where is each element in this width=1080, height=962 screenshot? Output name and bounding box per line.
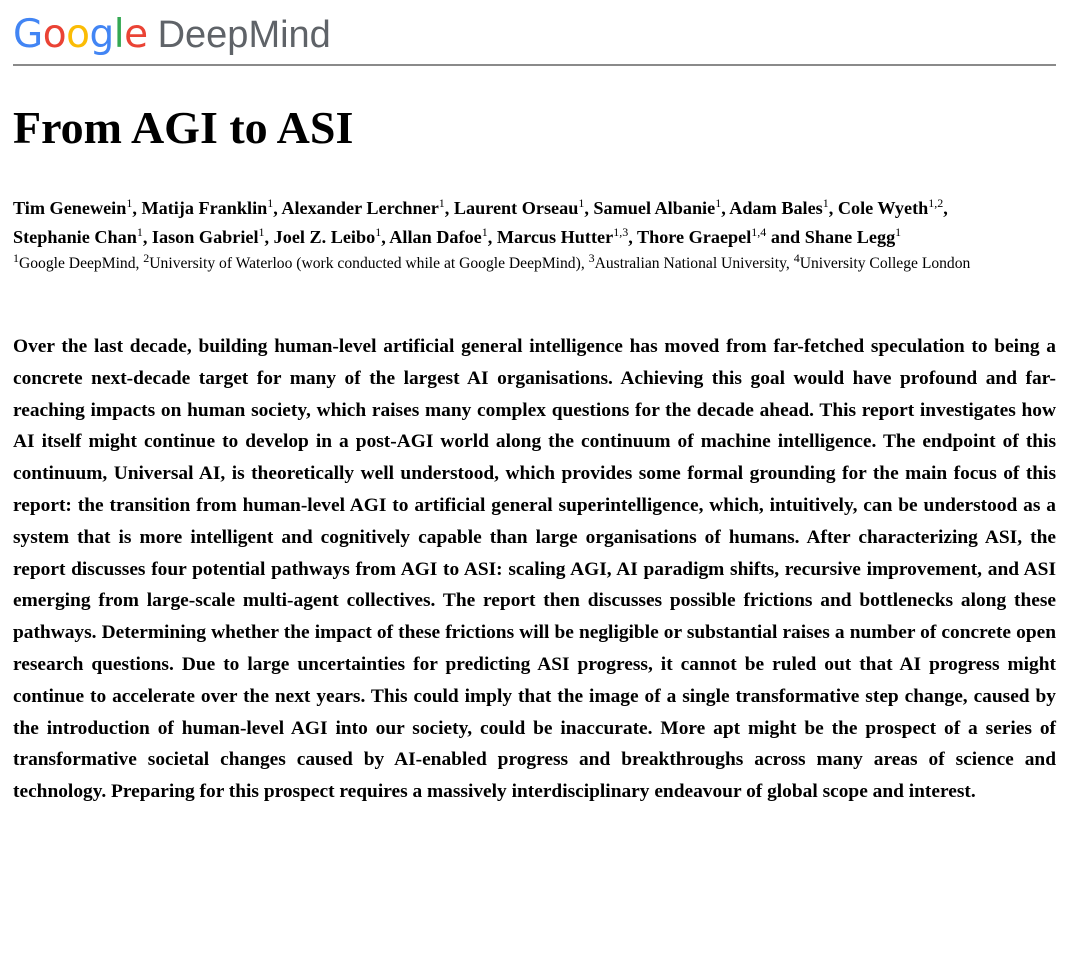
affiliation-list: $^1$Google DeepMind, $^2$University of Waterloo (work conducted while at Google DeepMind), $^3$Australian National University, $^4$University College London: [13, 250, 971, 272]
author-name: Iason Gabriel$^1$: [151, 224, 265, 247]
affiliation-number: 4: [793, 250, 800, 265]
logo-letter: o: [66, 12, 90, 57]
author-name: Thore Graepel$^{1,4}$: [636, 224, 767, 247]
affiliation-number: 1: [13, 250, 19, 265]
paper-title: From AGI to ASI: [13, 102, 354, 153]
affiliation-number: 3: [588, 250, 595, 265]
affiliation-marker: 1: [438, 195, 445, 210]
author-name: Stephanie Chan$^1$: [13, 224, 143, 247]
author-name: Laurent Orseau$^1$: [453, 195, 585, 218]
affiliation-marker: 1: [136, 224, 143, 239]
author-name: Cole Wyeth$^{1,2}$: [837, 195, 944, 218]
author-name: Joel Z. Leibo$^1$: [273, 224, 382, 247]
affiliation-number: 2: [143, 250, 150, 265]
author-name: Allan Dafoe$^1$: [389, 224, 488, 247]
logo-letter: o: [42, 12, 67, 57]
author-name: Samuel Albanie$^1$: [593, 195, 722, 218]
author-name: Adam Bales$^1$: [729, 195, 829, 218]
author-name: Matija Franklin$^1$: [141, 195, 274, 218]
affiliation-marker: 1: [822, 195, 829, 210]
affiliation: $^4$University College London: [793, 250, 971, 272]
paper-page: [13, 0, 1056, 827]
author-name: Alexander Lerchner$^1$: [281, 195, 445, 218]
affiliation-marker: 1: [267, 195, 274, 210]
affiliation: $^1$Google DeepMind: [13, 250, 136, 272]
logo-letter: l: [113, 12, 125, 57]
affiliation: $^2$University of Waterloo (work conducted while at Google DeepMind): [143, 250, 581, 272]
affiliation: $^3$Australian National University: [588, 250, 786, 272]
affiliation-marker: 1: [126, 195, 133, 210]
author-name: Tim Genewein$^1$: [13, 195, 133, 218]
affiliation-marker: 1: [715, 195, 722, 210]
logo-letter: g: [89, 12, 114, 57]
affiliation-marker: 1: [258, 224, 265, 239]
affiliation-marker: 1: [481, 224, 488, 239]
logo-letter: e: [124, 12, 148, 57]
author-list: Tim Genewein$^1$, Matija Franklin$^1$, Alexander Lerchner$^1$, Laurent Orseau$^1$, Samuel Albanie$^1$, Adam Bales$^1$, Cole Wyeth$^{1,2}$, Stephanie Chan$^1$, Iason Gabriel$^1$, Joel Z. Leibo$^1$, Allan Dafoe$^1$, Marcus Hutter$^{1,3}$, Thore Graepel$^{1,4}$ and Shane Legg$^1$: [13, 195, 948, 247]
author-name: Shane Legg$^1$: [804, 224, 902, 247]
affiliation-marker: 1: [895, 224, 902, 239]
logo-letter: G: [13, 12, 43, 57]
affiliation-marker: 1: [578, 195, 585, 210]
affiliation-marker: 1,3: [613, 224, 629, 239]
page-header: [13, 0, 1056, 66]
author-name: Marcus Hutter$^{1,3}$: [496, 224, 629, 247]
affiliation-marker: 1,2: [928, 195, 944, 210]
google-deepmind-logo: [13, 12, 331, 58]
affiliation-marker: 1,4: [751, 224, 767, 239]
affiliation-marker: 1: [375, 224, 382, 239]
abstract-text: Over the last decade, building human-level artificial general intelligence has moved from far-fetched speculation to being a concrete next-decade target for many of the largest AI organisations. Achieving this goal would have profound and far-reaching impacts on human society, which raises many complex questions for the decade ahead. This report investigates how AI itself might continue to develop in a post-AGI world along the continuum of machine intelligence. The endpoint of this continuum, Universal AI, is theoretically well understood, which provides some formal grounding for the main focus of this report: the transition from human-level AGI to artificial general superintelligence, which, intuitively, can be understood as a system that is more intelligent and cognitively capable than large organisations of humans. After characterizing ASI, the report discusses four potential pathways from AGI to ASI: scaling AGI, AI paradigm shifts, recursive improvement, and ASI emerging from large-scale multi-agent collectives. The report then discusses possible frictions and bottlenecks along these pathways. Determining whether the impact of these frictions will be negligible or substantial raises a number of concrete open research questions. Due to large uncertainties for predicting ASI progress, it cannot be ruled out that AI progress might continue to accelerate over the next years. This could imply that the image of a single transformative step change, caused by the introduction of human-level AGI into our society, could be inaccurate. More apt might be the prospect of a series of transformative societal changes caused by AI-enabled progress and breakthroughs across many areas of science and technology. Preparing for this prospect requires a massively interdisciplinary endeavour of global scope and interest.: [13, 336, 1056, 803]
logo-deepmind-text: DeepMind: [157, 14, 331, 56]
